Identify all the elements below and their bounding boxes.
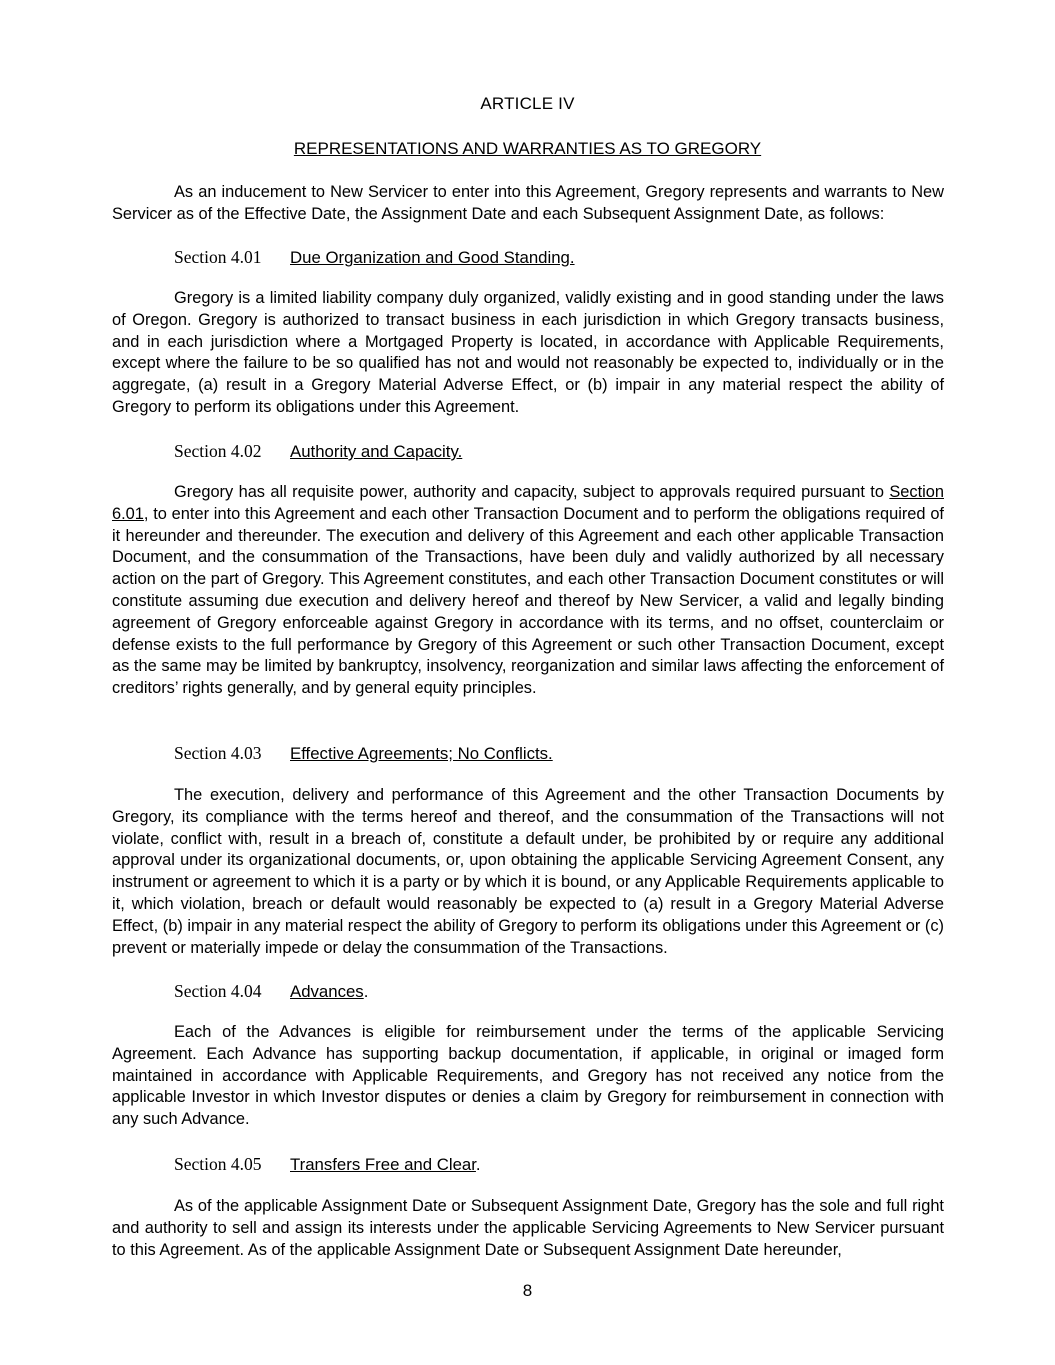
section-4-05-heading xyxy=(174,1153,481,1175)
page-number: 8 xyxy=(522,1281,533,1300)
section-trailing: . xyxy=(363,982,369,1001)
section-title: Transfers Free and Clear xyxy=(290,1155,476,1174)
section-4-02-heading xyxy=(174,440,462,462)
section-number: Section 4.02 xyxy=(174,441,262,461)
section-number: Section 4.01 xyxy=(174,247,262,267)
section-trailing: . xyxy=(475,1155,481,1174)
section-4-01-body: Gregory is a limited liability company duly organized, validly existing and in good standing under the laws of Oregon. Gregory is authorized to transact business in each jurisdiction in which Gregory transacts business, and in each jurisdiction where a Mortgaged Property is located, in accordance with Applicable Requirements, except where the failure to be so qualified has not and would not reasonably be expected to, individually or in the aggregate, (a) result in a Gregory Material Adverse Effect, or (b) impair in any material respect the ability of Gregory to perform its obligations under this Agreement. xyxy=(112,289,944,416)
section-4-04-body: Each of the Advances is eligible for reimbursement under the terms of the applicable Servicing Agreement. Each Advance has supporting backup documentation, if applicable, in original or imaged form maintained in accordance with Applicable Requirements, and Gregory has not received any notice from the applicable Investor in which Investor disputes or denies a claim by Gregory for reimbursement in connection with any such Advance. xyxy=(112,1023,944,1129)
body-text: , to enter into this Agreement and each other Transaction Document and to perform the obligations required of it hereunder and thereunder. The execution and delivery of this Agreement and each other applicable Transaction Document, and the consummation of the Transactions, have been duly and validly authorized by all necessary action on the part of Gregory. This Agreement constitutes, and each other Transaction Document constitutes or will constitute assuming due execution and delivery hereof and thereof by New Servicer, a valid and legally binding agreement of Gregory enforceable against Gregory in accordance with its terms, and no offset, counterclaim or defense exists to the full performance by Gregory of this Agreement or such other Transaction Document, except as the same may be limited by bankruptcy, insolvency, reorganization and similar laws affecting the enforcement of creditors’ rights generally, and by general equity principles. xyxy=(112,504,944,698)
section-4-03-body: The execution, delivery and performance of this Agreement and the other Transaction Documents by Gregory, its compliance with the terms hereof and thereof, and the consummation of the Transactions will not violate, conflict with, result in a breach of, constitute a default under, be prohibited by or require any additional approval under its organizational documents, or, upon obtaining the applicable Servicing Agreement Consent, any instrument or agreement to which it is a party or by which it is bound, or any Applicable Requirements applicable to it, which violation, breach or default would reasonably be expected to (a) result in a Gregory Material Adverse Effect, (b) impair in any material respect the ability of Gregory to perform its obligations under this Agreement or (c) prevent or materially impede or delay the consummation of the Transactions. xyxy=(112,786,944,957)
article-title: ARTICLE IV xyxy=(480,94,575,113)
section-title: Effective Agreements; No Conflicts. xyxy=(290,744,553,763)
section-title: Authority and Capacity. xyxy=(290,442,463,461)
cross-reference-link: Section 6.01 xyxy=(112,483,944,523)
section-title: Due Organization and Good Standing. xyxy=(290,248,575,267)
section-number: Section 4.04 xyxy=(174,981,262,1001)
section-4-03-heading xyxy=(174,742,553,764)
section-4-05-body: As of the applicable Assignment Date or Subsequent Assignment Date, Gregory has the sole and full right and authority to sell and assign its interests under the applicable Servicing Agreements to New Servicer pursuant to this Agreement. As of the applicable Assignment Date or Subsequent Assignment Date hereunder, xyxy=(112,1197,944,1259)
section-4-02-body xyxy=(112,482,944,700)
section-number: Section 4.05 xyxy=(174,1154,262,1174)
section-number: Section 4.03 xyxy=(174,743,262,763)
intro-paragraph: As an inducement to New Servicer to enter into this Agreement, Gregory represents and warrants to New Servicer as of the Effective Date, the Assignment Date and each Subsequent Assignment Date, as follows: xyxy=(112,183,944,223)
article-subtitle: REPRESENTATIONS AND WARRANTIES AS TO GREGORY xyxy=(293,139,762,158)
body-text: Gregory has all requisite power, authority and capacity, subject to approvals required pursuant to xyxy=(174,483,890,501)
section-4-04-heading xyxy=(174,980,368,1002)
section-title: Advances xyxy=(290,982,364,1001)
section-4-01-heading xyxy=(174,246,575,268)
